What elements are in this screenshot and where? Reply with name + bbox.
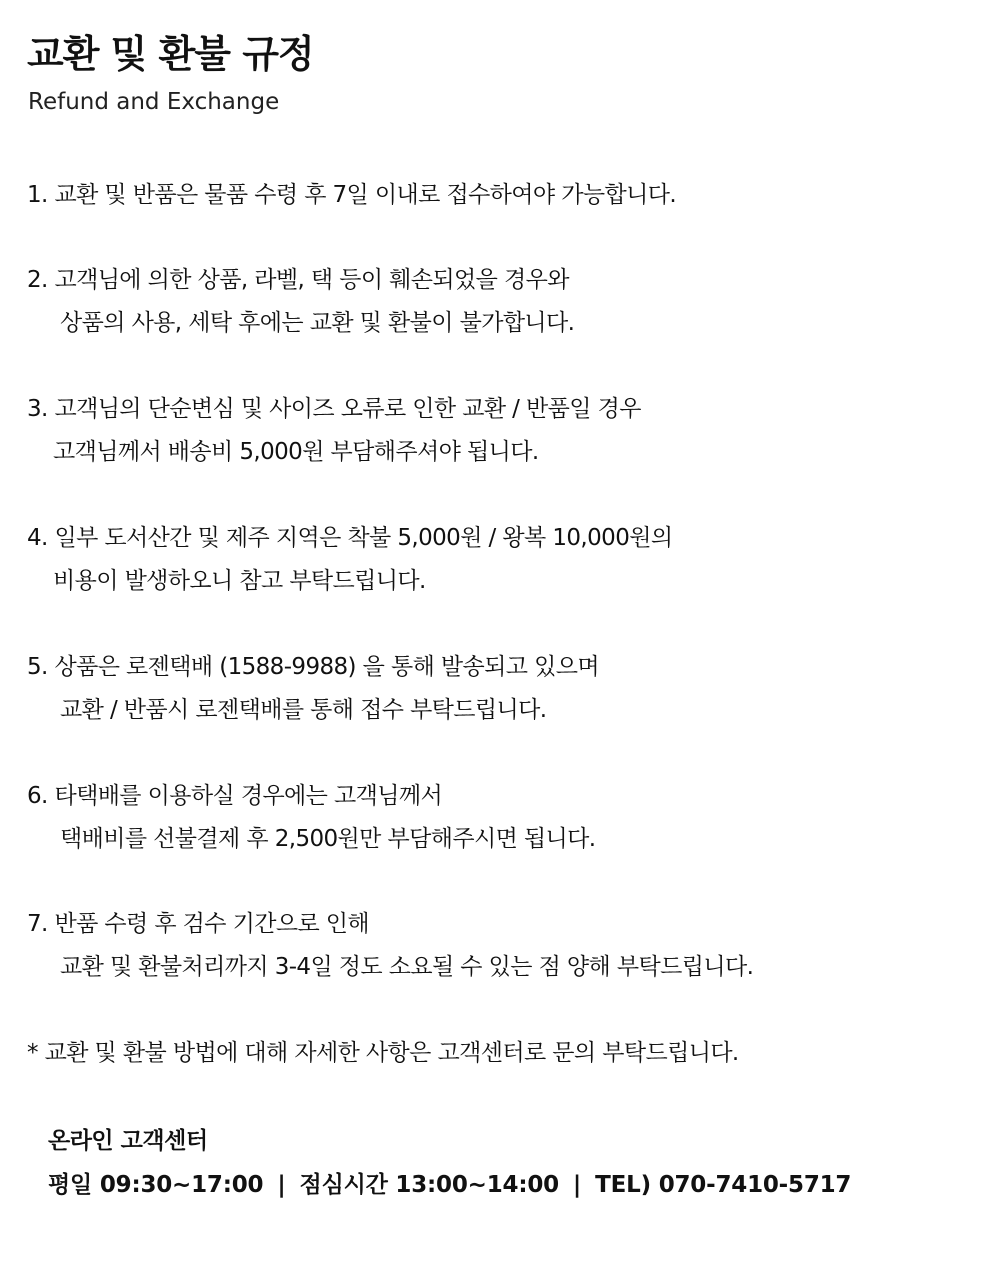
rule-line-continued: 비용이 발생하오니 참고 부탁드립니다. <box>53 568 426 594</box>
rule-line-continued: 교환 / 반품시 로젠택배를 통해 접수 부탁드립니다. <box>60 697 547 723</box>
rule-item-7 <box>27 903 753 989</box>
rule-item-2 <box>27 259 574 345</box>
rule-item-1 <box>27 174 676 217</box>
rule-item-5 <box>27 646 599 732</box>
rule-line-continued: 상품의 사용, 세탁 후에는 교환 및 환불이 불가합니다. <box>60 310 575 336</box>
rule-item-4 <box>27 517 672 603</box>
page-title: 교환 및 환불 규정 <box>27 32 314 76</box>
contact-note: * 교환 및 환불 방법에 대해 자세한 사항은 고객센터로 문의 부탁드립니다. <box>27 1040 739 1066</box>
rule-line: 6. 타택배를 이용하실 경우에는 고객님께서 <box>27 783 443 809</box>
separator: | <box>277 1172 286 1198</box>
rule-line: 5. 상품은 로젠택배 (1588-9988) 을 통해 발송되고 있으며 <box>27 654 599 680</box>
phone-number: TEL) 070-7410-5717 <box>595 1172 852 1198</box>
lunch-hours: 점심시간 13:00~14:00 <box>299 1172 559 1198</box>
weekday-hours: 평일 09:30~17:00 <box>48 1172 264 1198</box>
rule-line-continued: 교환 및 환불처리까지 3-4일 정도 소요될 수 있는 점 양해 부탁드립니다. <box>60 954 754 980</box>
rule-line: 2. 고객님에 의한 상품, 라벨, 택 등이 훼손되었을 경우와 <box>27 267 569 293</box>
rule-line-continued: 택배비를 선불결제 후 2,500원만 부담해주시면 됩니다. <box>60 826 596 852</box>
rule-item-3 <box>27 388 641 474</box>
customer-center-title: 온라인 고객센터 <box>48 1128 208 1154</box>
rule-line: 7. 반품 수령 후 검수 기간으로 인해 <box>27 911 370 937</box>
separator: | <box>572 1172 582 1198</box>
rule-line: 4. 일부 도서산간 및 제주 지역은 착불 5,000원 / 왕복 10,000원의 <box>27 525 673 551</box>
rule-line-continued: 고객님께서 배송비 5,000원 부담해주셔야 됩니다. <box>53 439 539 465</box>
rule-line: 1. 교환 및 반품은 물품 수령 후 7일 이내로 접수하여야 가능합니다. <box>27 182 677 208</box>
rule-line: 3. 고객님의 단순변심 및 사이즈 오류로 인한 교환 / 반품일 경우 <box>27 396 641 422</box>
page-subtitle: Refund and Exchange <box>28 89 280 115</box>
rule-item-6 <box>27 775 595 861</box>
customer-center-hours <box>48 1164 851 1207</box>
